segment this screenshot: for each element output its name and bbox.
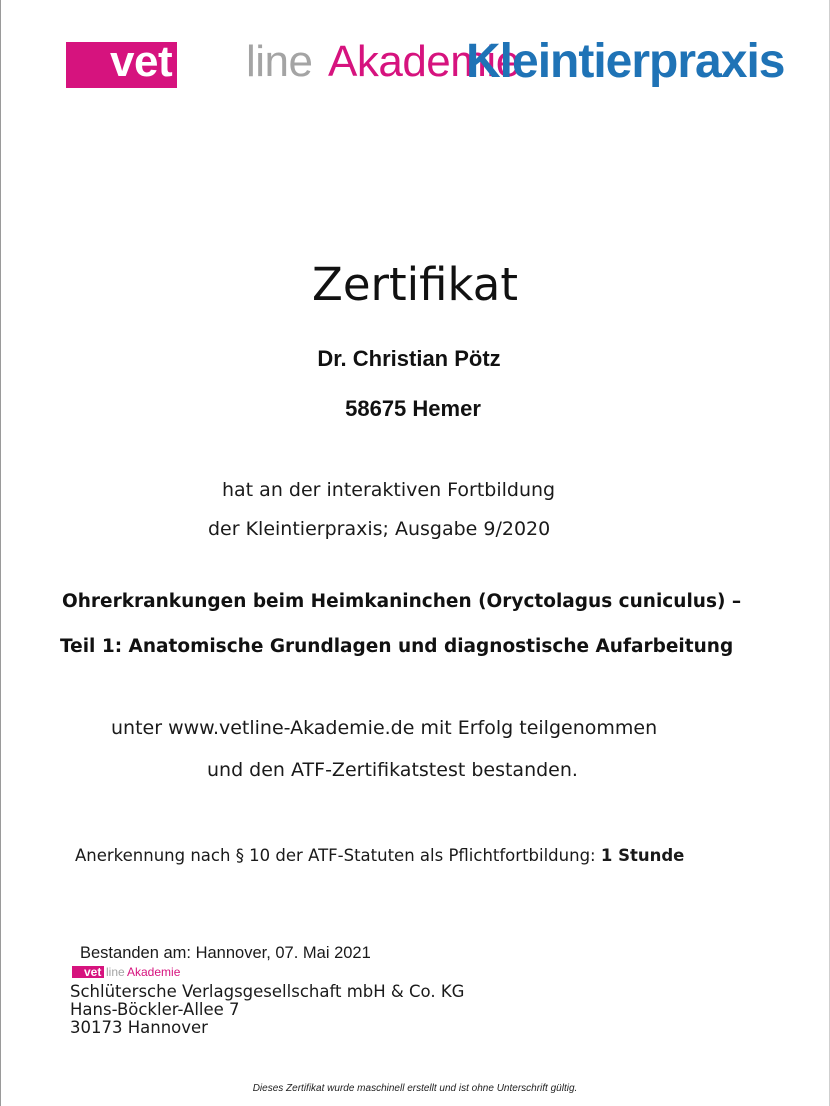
body-line-3: unter www.vetline-Akademie.de mit Erfolg teilgenommen: [111, 717, 658, 739]
footer-logo-line: line: [106, 965, 125, 979]
recognition-text: Anerkennung nach § 10 der ATF-Statuten als Pflichtfortbildung:: [75, 846, 601, 865]
publisher-postal: 30173 Hannover: [70, 1018, 208, 1037]
footer-logo-akademie: Akademie: [127, 965, 181, 979]
body-line-2: der Kleintierpraxis; Ausgabe 9/2020: [208, 518, 551, 540]
certificate-title: Zertifikat: [312, 258, 518, 311]
passed-date: Bestanden am: Hannover, 07. Mai 2021: [80, 944, 371, 962]
recognition-statement: [75, 846, 684, 865]
body-line-1: hat an der interaktiven Fortbildung: [222, 479, 556, 501]
body-line-4: und den ATF-Zertifikatstest bestanden.: [207, 759, 578, 781]
footer-logo-vet: vet: [84, 965, 102, 979]
recognition-hours: 1 Stunde: [600, 846, 685, 865]
logo-line-text: line: [246, 37, 313, 86]
recipient-city: 58675 Hemer: [345, 396, 481, 421]
recipient-name: Dr. Christian Pötz: [317, 346, 501, 371]
logo-vet-text: vet: [110, 37, 173, 86]
page-border-left: [0, 0, 1, 1106]
course-topic-line-1: Ohrerkrankungen beim Heimkaninchen (Oryctolagus cuniculus) –: [62, 591, 742, 612]
logo-akademie-text: Akademie: [328, 37, 520, 86]
publisher-name: Schlütersche Verlagsgesellschaft mbH & Co. KG: [70, 982, 465, 1001]
logo-kleintierpraxis-text: Kleintierpraxis: [466, 35, 785, 88]
validity-note: Dieses Zertifikat wurde maschinell erstellt und ist ohne Unterschrift gültig.: [252, 1083, 578, 1094]
course-topic-line-2: Teil 1: Anatomische Grundlagen und diagnostische Aufarbeitung: [60, 636, 734, 657]
publisher-street: Hans-Böckler-Allee 7: [70, 1000, 240, 1019]
